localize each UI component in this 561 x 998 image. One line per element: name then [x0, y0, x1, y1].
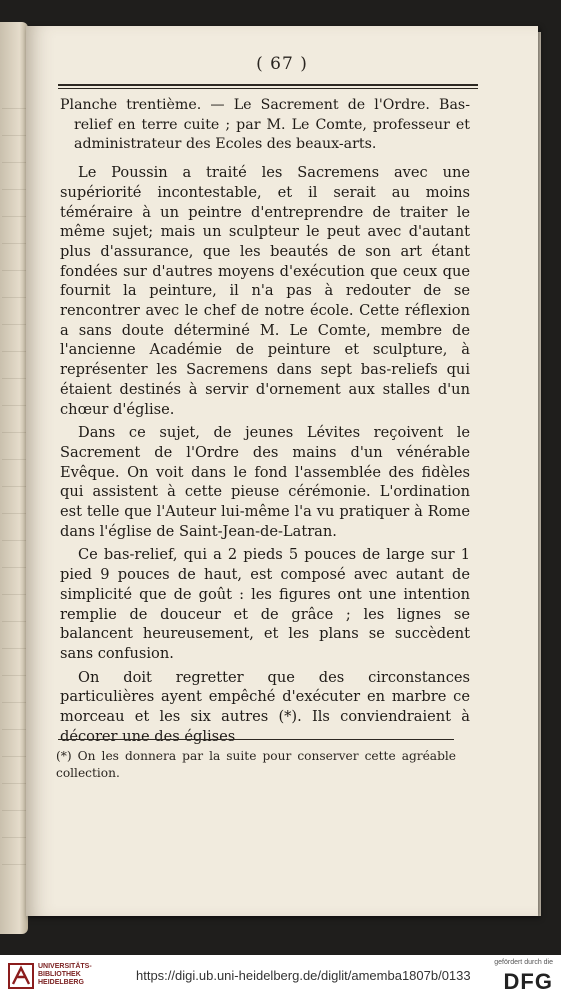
book-page — [26, 26, 538, 916]
footnote: (*) On les donnera par la suite pour conserver cette agréable collection. — [56, 749, 456, 780]
header-rule-thin — [58, 88, 478, 89]
library-name: UNIVERSITÄTS- BIBLIOTHEK HEIDELBERG — [38, 963, 92, 986]
dfg-logo[interactable]: DFG — [503, 969, 553, 994]
page-body — [60, 96, 470, 747]
header-rule-thick — [58, 84, 478, 86]
page-number: ( 67 ) — [256, 54, 308, 74]
paragraph-1: Le Poussin a traité les Sacremens avec une supériorité incontestable, et il serait au moins téméraire à un peintre d'entreprendre de traiter le même sujet; mais un sculpteur le peut avec d'autant plus d'assurance, que les beautés de son art étant fondées sur d'autres moyens d'exécution que ceux que fournit la peinture, il n'a pas à redouter de se rencontrer avec le chef de notre école. Cette réflexion a sans doute déterminé M. Le Comte, membre de l'ancienne Académie de peinture et sculpture, à représenter les Sacremens dans sept bas-reliefs qui étaient destinés à servir d'ornement aux stalles d'un chœur d'église. — [60, 164, 470, 418]
plate-caption: Planche trentième. — Le Sacrement de l'Ordre. Bas-relief en terre cuite ; par M. Le Comte, professeur et administrateur des Ecoles des beaux-arts. — [60, 97, 470, 153]
paragraph-3: Ce bas-relief, qui a 2 pieds 5 pouces de large sur 1 pied 9 pouces de haut, est composé avec autant de simplicité que de goût : les figures ont une intention remplie de douceur et de grâce ; les lignes se balancent heureusement, et les plans se succèdent sans confusion. — [60, 546, 470, 662]
permalink-url[interactable]: https://digi.ub.uni-heidelberg.de/diglit/amemba1807b/0133 — [136, 968, 471, 983]
university-library-logo-icon[interactable] — [8, 963, 34, 989]
previous-page-bleed — [2, 82, 26, 882]
funder-label: gefördert durch die — [494, 959, 553, 966]
viewer-footer — [0, 955, 561, 998]
footnote-rule — [58, 739, 454, 740]
previous-page-edge — [0, 22, 28, 934]
paragraph-2: Dans ce sujet, de jeunes Lévites reçoivent le Sacrement de l'Ordre des mains d'un vénérable Evêque. On voit dans le fond l'assemblée des fidèles qui assistent à cette pieuse cérémonie. L'ordination est telle que l'Auteur lui-même l'a vu pratiquer à Rome dans l'église de Saint-Jean-de-Latran. — [60, 424, 470, 540]
paragraph-4: On doit regretter que des circonstances particulières ayent empêché d'exécuter en marbre ce morceau et les six autres (*). Ils conviendraient à décorer une des églises — [60, 668, 470, 745]
